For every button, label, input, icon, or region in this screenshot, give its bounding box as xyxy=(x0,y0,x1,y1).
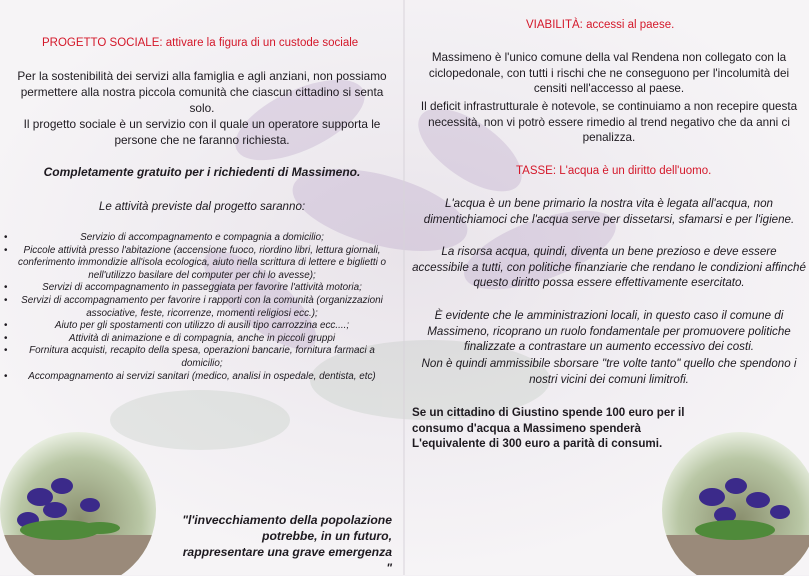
taxes-heading: TASSE: L'acqua è un diritto dell'uomo. xyxy=(516,165,712,177)
water-paragraph-3: È evidente che le amministrazioni locali, in questo caso il comune di Massimeno, ricoprano un ruolo fondamentale per promuovere politiche finalizzate a contrastare un aumento eccessivo dei costi. xyxy=(427,309,791,353)
viability-heading: VIABILITÀ: accessi al paese. xyxy=(526,19,675,31)
list-item: • Accompagnamento ai servizi sanitari (medico, analisi in ospedale, dentista, etc) xyxy=(4,370,376,382)
list-item: • Servizio di accompagnamento e compagnia a domicilio; xyxy=(4,232,324,243)
water-paragraph-2: La risorsa acqua, quindi, diventa un bene prezioso e deve essere accessibile a tutti, con politiche finanziarie che rendano le condizioni affinché questo diritto possa essere effettivamente esercitato. xyxy=(412,245,806,289)
social-project-heading: PROGETTO SOCIALE: attivare la figura di un custode sociale xyxy=(42,37,359,49)
list-item: • Piccole attività presso l'abitazione (accensione fuoco, riordino libri, lettura giornali, conferimento immondizie all'isola ecologica, aiuto nella scrittura di lettere e biglietti o nell'utilizzo basilare del computer per chi lo avesse); xyxy=(4,244,386,281)
viability-text-2: Il deficit infrastrutturale è notevole, se continuiamo a non recepire questa necessità, non vi potrò essere rimedio al trend negativo che da anni ci penalizza. xyxy=(420,100,798,145)
list-item: • Fornitura acquisti, recapito della spesa, operazioni bancarie, fornitura farmaci a domicilio; xyxy=(4,345,375,369)
list-item: • Servizi di accompagnamento in passeggiata per favorire l'attività motoria; xyxy=(4,282,362,294)
list-item: • Servizi di accompagnamento per favorire i rapporti con la comunità (organizzazioni associative, feste, ricorrenze, momenti religiosi ecc.); xyxy=(4,294,383,319)
activities-list xyxy=(4,232,396,383)
list-item: • Attività di animazione e di compagnia, anche in piccoli gruppi xyxy=(4,332,336,344)
social-intro: Per la sostenibilità dei servizi alla famiglia e agli anziani, non possiamo permettere alla nostra piccola comunità che ciascun cittadino si senta solo. xyxy=(17,69,387,115)
list-item: • Aiuto per gli spostamenti con utilizzo di ausili tipo carrozzina ecc....; xyxy=(4,320,350,332)
water-paragraph-1: L'acqua è un bene primario la nostra vita è legata all'acqua, non dimentichiamoci che l'acqua serve per dissetarsi, sfamarsi e per l'igiene. xyxy=(423,197,795,226)
closing-statement: Se un cittadino di Giustino spende 100 euro per il consumo d'acqua a Massimeno spenderà L'equivalente di 300 euro a parità di consumi. xyxy=(412,406,685,450)
activities-title: Le attività previste dal progetto saranno: xyxy=(98,200,306,213)
social-intro-2: Il progetto sociale è un servizio con il quale un operatore supporta le persone che ne faranno richiesta. xyxy=(23,117,381,147)
viability-text: Massimeno è l'unico comune della val Rendena non collegato con la ciclopedonale, con tutti i rischi che ne conseguono per l'incolumità dei censiti nell'accesso al paese. xyxy=(428,51,790,96)
aging-quote: "l'invecchiamento della popolazione potrebbe, in un futuro, rappresentare una grave emergenza " xyxy=(182,513,392,575)
water-paragraph-4: Non è quindi ammissibile sborsare "tre volte tanto" quello che spendono i nostri vicini dei comuni limitrofi. xyxy=(421,357,797,386)
free-note: Completamente gratuito per i richiedenti di Massimeno. xyxy=(43,165,361,179)
